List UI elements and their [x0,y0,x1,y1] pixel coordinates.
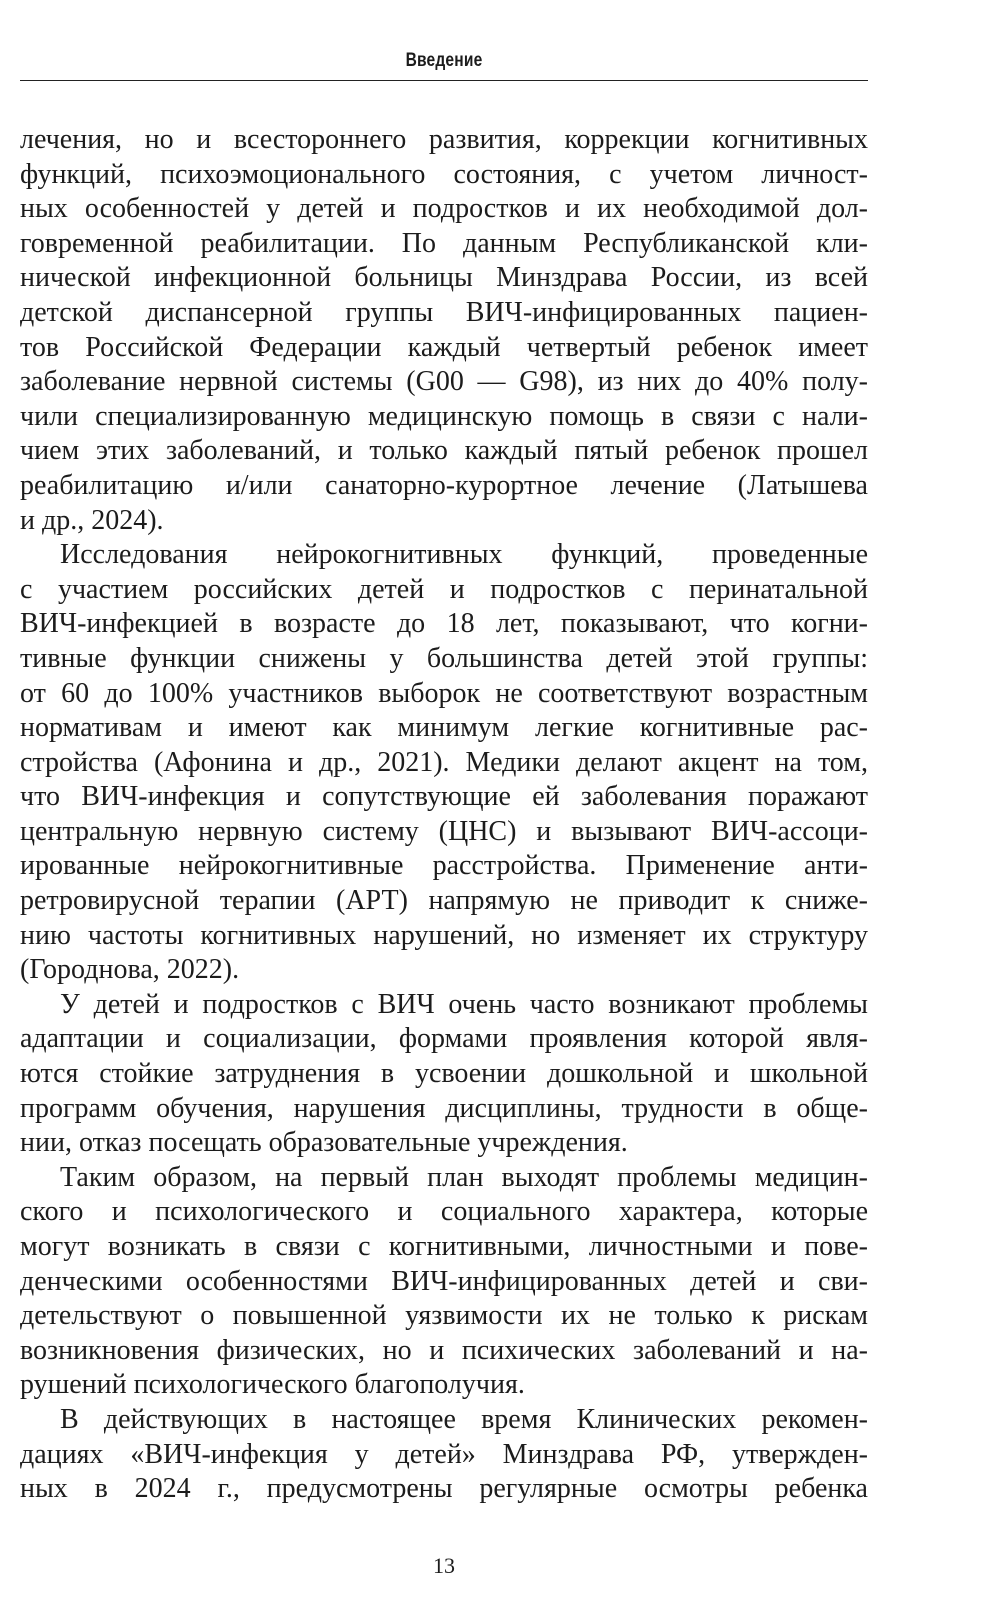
text-line: Таким образом, на первый план выходят проблемы медицин- [60,1161,868,1193]
text-line: от 60 до 100% участников выборок не соответствуют возрастным [20,677,868,709]
text-line: рушений психологического благополучия. [20,1369,525,1401]
text-line: адаптации и социализации, формами проявления которой явля- [20,1023,868,1055]
text-line: центральную нервную систему (ЦНС) и вызывают ВИЧ-ассоци- [20,815,868,847]
text-line: ВИЧ-инфекцией в возрасте до 18 лет, показывают, что когни- [20,608,868,640]
text-line: ированные нейрокогнитивные расстройства. Применение анти- [20,850,868,882]
text-line: детской диспансерной группы ВИЧ-инфицированных пациен- [20,296,868,328]
text-line: Исследования нейрокогнитивных функций, проведенные [60,539,868,571]
text-line: нию частоты когнитивных нарушений, но изменяет их структуру [20,919,868,951]
text-line: заболевание нервной системы (G00 — G98), из них до 40% полу- [20,366,868,398]
text-line: нормативам и имеют как минимум легкие когнитивные рас- [20,712,868,744]
running-head: Введение [405,50,483,71]
text-line: чили специализированную медицинскую помощь в связи с нали- [20,400,868,432]
text-line: с участием российских детей и подростков с перинатальной [20,573,868,605]
text-line: ского и психологического и социального характера, которые [20,1196,868,1228]
text-line: нии, отказ посещать образовательные учреждения. [20,1127,628,1159]
text-line: чием этих заболеваний, и только каждый пятый ребенок прошел [20,435,868,467]
text-line: детельствуют о повышенной уязвимости их не только к рискам [20,1300,868,1332]
text-line: ются стойкие затруднения в усвоении дошкольной и школьной [20,1058,868,1090]
text-line: ных в 2024 г., предусмотрены регулярные осмотры ребенка [20,1473,868,1505]
text-line: дациях «ВИЧ-инфекция у детей» Минздрава РФ, утвержден- [20,1438,868,1470]
text-line: функций, психоэмоционального состояния, с учетом личност- [20,158,868,190]
text-line: реабилитацию и/или санаторно-курортное лечение (Латышева [20,469,868,501]
text-line: говременной реабилитации. По данным Республиканской кли- [20,227,868,259]
text-line: лечения, но и всестороннего развития, коррекции когнитивных [20,124,868,155]
text-line: могут возникать в связи с когнитивными, личностными и пове- [20,1231,868,1262]
text-line: У детей и подростков с ВИЧ очень часто возникают проблемы [60,988,868,1020]
text-line: нической инфекционной больницы Минздрава России, из всей [20,262,868,294]
text-line: программ обучения, нарушения дисциплины, трудности в обще- [20,1092,868,1124]
text-line: возникновения физических, но и психических заболеваний и на- [20,1334,868,1366]
text-line: ных особенностей у детей и подростков и их необходимой дол- [20,193,868,225]
header-rule [20,80,868,81]
text-line: денческими особенностями ВИЧ-инфицированных детей и сви- [20,1265,868,1297]
text-line: и др., 2024). [20,504,164,536]
text-line: что ВИЧ-инфекция и сопутствующие ей заболевания поражают [20,781,868,813]
text-line: стройства (Афонина и др., 2021). Медики делают акцент на том, [20,746,868,778]
text-line: тивные функции снижены у большинства детей этой группы: [20,642,868,674]
text-line: ретровирусной терапии (АРТ) напрямую не приводит к сниже- [20,885,868,917]
page-number: 13 [433,1553,455,1578]
text-line: (Городнова, 2022). [20,954,240,986]
text-line: тов Российской Федерации каждый четвертый ребенок имеет [20,331,868,363]
body-text [20,123,868,1507]
text-line: В действующих в настоящее время Клинических рекомен- [60,1403,868,1435]
